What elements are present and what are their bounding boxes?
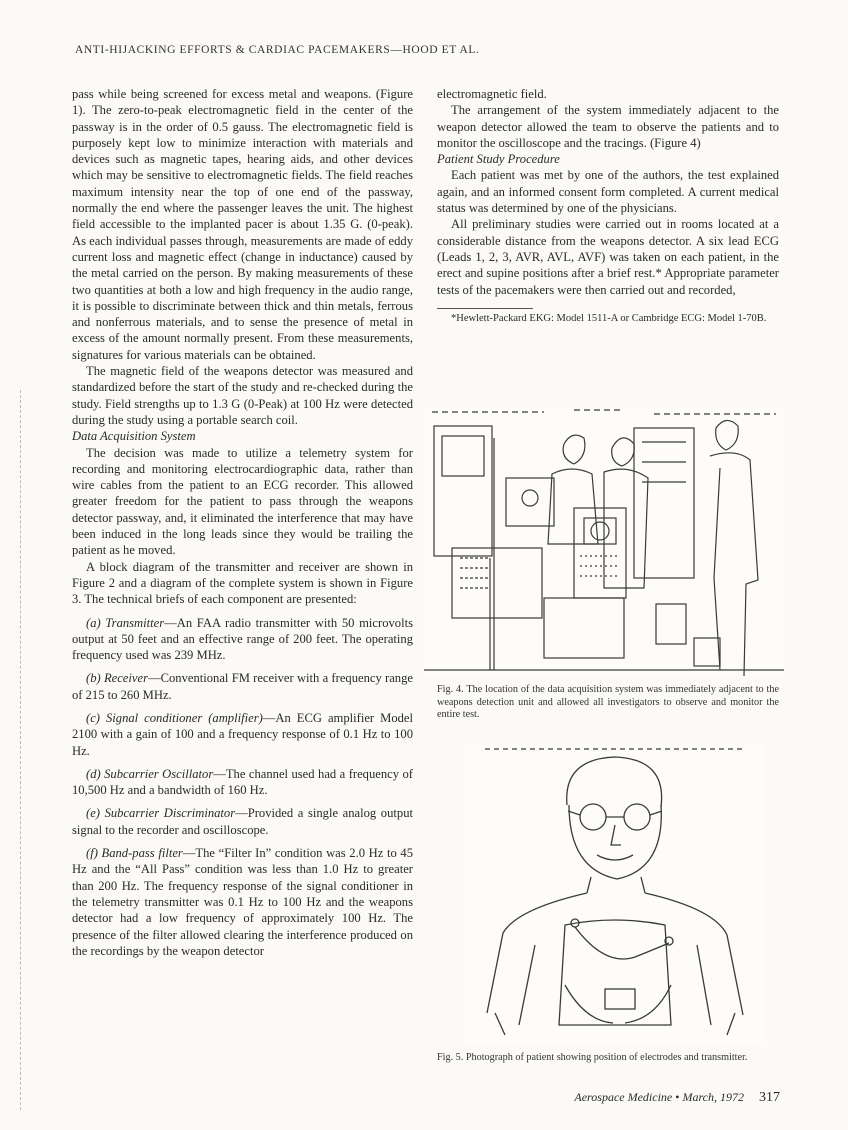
item-label: (e) Subcarrier Discriminator xyxy=(86,806,236,821)
footnote: *Hewlett-Packard EKG: Model 1511-A or Cambridge ECG: Model 1-70B. xyxy=(451,312,767,324)
list-item xyxy=(72,845,413,959)
figure-4-caption: Fig. 4. The location of the data acquisition system was immediately adjacent to the weapons detection unit and allowed all investigators to observe and monitor the entire test. xyxy=(437,684,779,721)
paragraph: The magnetic field of the weapons detector was measured and standardized before the start of the study and re-checked during the study. Field strengths up to 1.3 G (0-Peak) at 100 Hz were detected during the study using a portable search coil. xyxy=(72,364,413,427)
paragraph: All preliminary studies were carried out in rooms located at a considerable distance from the weapons detector. A six lead ECG (Leads 1, 2, 3, AVR, AVL, AVF) was taken on each patient, in the erect and supine positions after a brief rest.* Appropriate parameter tests of the pacemakers were then carried out and recorded, xyxy=(437,217,779,297)
section-heading: Data Acquisition System xyxy=(72,429,196,444)
item-text: —An FAA radio transmitter with 50 microvolts output at 50 feet and an effective range of 200 feet. The operating frequency used was 239 MHz. xyxy=(72,615,413,663)
patient-photo-illustration xyxy=(465,745,765,1045)
page-footer xyxy=(530,1090,780,1106)
paragraph: pass while being screened for excess metal and weapons. (Figure 1). The zero-to-peak electromagnetic field in the center of the passway is in the order of 0.5 gauss. The electromagnetic field is purposely kept low to minimize interaction with materials and devices such as magnetic tapes, hearing aids, and other devices which may be sensitive to electromagnetic fields. The field reaches maximum intensity near the top of one end of the passway, normally the end where the passenger leaves the unit. The highest field accessible to the implanted pacer is about 1.35 G. (0-peak). As each individual passes through, measurements are made of eddy current loss and magnetic effect (change in inductance) caused by the metal carried on the person. By making measurements of these two quantities at both a low and high frequency in the audio range, it is possible to discriminate between thick and thin metals, ferrous and nonferrous materials, and to sense the presence of metal in excess of the amount normally present. From these measurements, signatures for various materials can be obtained. xyxy=(72,87,413,362)
item-text: —An ECG amplifier Model 2100 with a gain of 100 and a frequency response of 0.1 Hz to 100 Hz. xyxy=(72,710,414,758)
issue-date: March, 1972 xyxy=(682,1090,744,1104)
paragraph: Each patient was met by one of the authors, the test explained again, and an informed consent form completed. A current medical status was determined by one of the physicians. xyxy=(437,168,779,216)
item-text: —The channel used had a frequency of 10,500 Hz and a bandwidth of 160 Hz. xyxy=(72,766,413,798)
left-column xyxy=(72,86,413,959)
list-item xyxy=(72,670,413,703)
list-item xyxy=(72,805,413,838)
margin-artifact xyxy=(20,390,24,1110)
journal-name: Aerospace Medicine xyxy=(574,1090,673,1104)
figure-5-photo xyxy=(465,745,765,1045)
section-heading: Patient Study Procedure xyxy=(437,152,560,167)
figure-5-caption: Fig. 5. Photograph of patient showing position of electrodes and transmitter. xyxy=(437,1052,748,1063)
item-label: (b) Receiver xyxy=(86,671,148,686)
item-label: (a) Transmitter xyxy=(86,615,165,630)
paragraph: A block diagram of the transmitter and receiver are shown in Figure 2 and a diagram of the complete system is shown in Figure 3. The technical briefs of each component are presented: xyxy=(72,559,413,607)
item-text: —Conventional FM receiver with a frequency range of 215 to 260 MHz. xyxy=(72,671,413,702)
page-number: 317 xyxy=(759,1090,780,1105)
item-label: (c) Signal conditioner (amplifier) xyxy=(86,710,263,725)
item-label: (f) Band-pass filter xyxy=(86,846,183,861)
running-header: ANTI-HIJACKING EFFORTS & CARDIAC PACEMAKERS—HOOD ET AL. xyxy=(75,44,480,56)
paragraph: The decision was made to utilize a telemetry system for recording and monitoring electrocardiographic data, rather than wire cables from the patient to an ECG recorder. This allowed greater freedom for the patient to pass through the weapons detector passway, and, it eliminated the interference that may have been induced in the long leads since they would be trailing the patient as he moved. xyxy=(72,445,413,558)
figure-4-photo xyxy=(424,408,784,676)
paragraph: electromagnetic field. xyxy=(437,87,547,101)
item-label: (d) Subcarrier Oscillator xyxy=(86,766,214,781)
equipment-photo-illustration xyxy=(424,408,784,676)
list-item xyxy=(72,710,413,759)
item-text: —Provided a single analog output signal to the recorder and oscilloscope. xyxy=(72,806,413,837)
list-item xyxy=(72,615,413,664)
list-item xyxy=(72,766,413,799)
paragraph: The arrangement of the system immediately adjacent to the weapon detector allowed the team to observe the patients and to monitor the oscilloscope and the tracings. (Figure 4) xyxy=(437,103,779,150)
footnote-divider xyxy=(437,308,533,309)
item-text: —The “Filter In” condition was 2.0 Hz to 45 Hz and the “All Pass” condition was less than 1.0 Hz to greater than 200 Hz. The frequency response of the signal conditioner in the telemetry transmitter was 0.1 Hz to 100 Hz and the weapons detector had a low frequency of approximately 100 Hz. The presence of the filter allowed clearing the interference produced on the recordings by the weapon detector xyxy=(72,846,414,958)
right-column xyxy=(437,86,779,325)
separator-dot: • xyxy=(675,1090,680,1104)
